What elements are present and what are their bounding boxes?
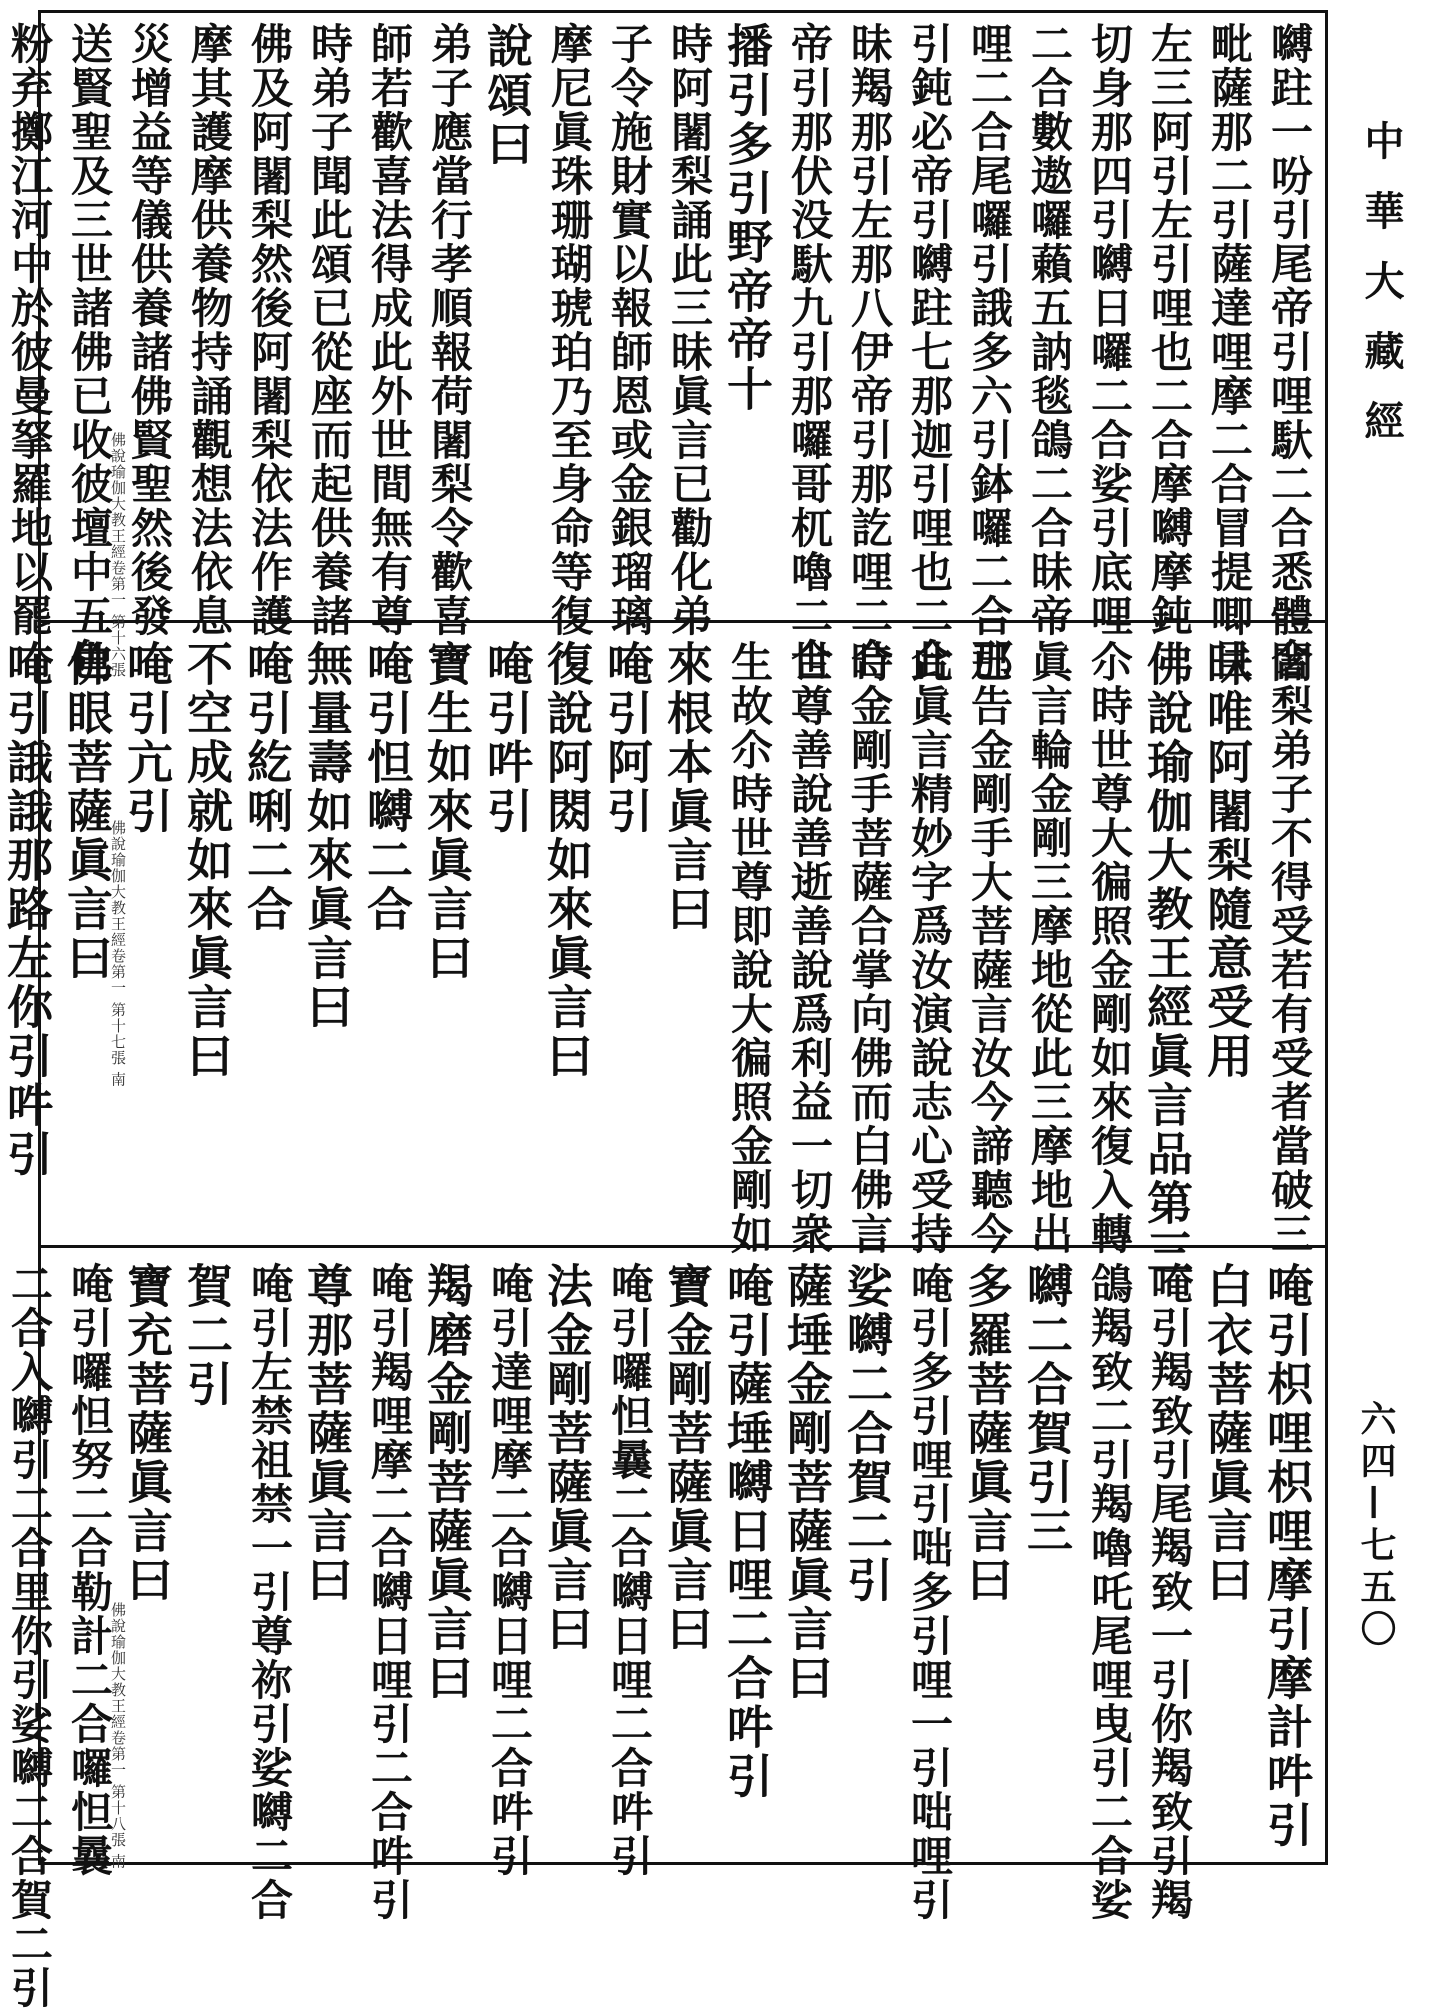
text-column: 生故尒時世尊即說大徧照金剛如: [725, 640, 774, 1256]
text-column: 播引多引野帝帝十: [720, 22, 774, 414]
text-column: 時阿闍梨誦此三昧眞言已勸化弟: [665, 22, 714, 638]
text-column: 摩尼眞珠珊瑚琥珀乃至身命等復: [545, 22, 594, 638]
text-column: 唵引達哩摩二合嚩日哩二合吽引: [485, 1262, 534, 1878]
text-column: 嚩跓一吩引尾帝引哩馱二合悉體合: [1265, 22, 1314, 682]
text-column: 佛說瑜伽大教王經眞言品第三: [1140, 640, 1194, 1277]
text-column: 鴿羯致二引羯嚕吒尾哩曳引二合娑: [1085, 1262, 1134, 1922]
text-column: 昧唯阿闍梨隨意受用: [1200, 640, 1254, 1081]
text-column: 帝引那伏没馱九引那囉哥杌嚕二合: [785, 22, 834, 682]
panel-divider-2: [38, 1245, 1328, 1248]
text-column: 摩其護摩供養物持誦觀想法依息: [185, 22, 234, 638]
text-column: 說頌曰: [480, 22, 534, 169]
text-column: 不空成就如來眞言曰: [180, 640, 234, 1081]
text-column: 賀二引: [180, 1262, 234, 1409]
text-column: 薩埵金剛菩薩眞言曰: [780, 1262, 834, 1703]
text-column: 闍梨弟子不得受若有受者當破三: [1265, 640, 1314, 1256]
text-column: 唵引吽引: [480, 640, 534, 836]
text-column: 二合數遨囉藾五訥毯鴿二合昧帝: [1025, 22, 1074, 638]
column-group: [0, 1262, 1314, 2010]
text-column: 唵引亢引: [120, 640, 174, 836]
collection-title: 中華大藏經: [1358, 120, 1405, 470]
text-column: 切身那四引嚩日囉二合娑引底哩: [1085, 22, 1134, 638]
text-column: 哩二合尾囉引誐多六引鉢囉二合那: [965, 22, 1014, 682]
text-column: 唵引羯哩摩二合嚩日哩引二合吽引: [365, 1262, 414, 1922]
text-column: 引鈍必帝引嚩跓七那迦引哩也二合: [905, 22, 954, 682]
text-column: 寶充菩薩眞言曰: [120, 1262, 174, 1605]
text-column: 嚩二合賀引三: [1020, 1262, 1074, 1556]
text-column: 尊那菩薩眞言曰: [300, 1262, 354, 1605]
text-column: 左三阿引左引哩也二合摩嚩摩鈍: [1145, 22, 1194, 638]
text-column: 唵引囉怛曩二合嚩日哩二合吽引: [605, 1262, 654, 1878]
text-column: 娑嚩二合賀二引: [840, 1262, 894, 1605]
text-column: 此眞言精妙字爲汝演說志心受持: [905, 640, 954, 1256]
text-column: 昧羯那引左那八伊帝引那訖哩二合: [845, 22, 894, 682]
text-column: 佛及阿闍梨然後阿闍梨依法作護: [245, 22, 294, 638]
text-column: 唵引枳哩枳哩摩引摩計吽引: [1260, 1262, 1314, 1850]
text-column: 時弟子聞此頌已從座而起供養諸: [305, 22, 354, 638]
text-column: 弟子應當行孝順報荷闍梨令歡喜: [425, 22, 474, 638]
text-column: 法金剛菩薩眞言曰: [540, 1262, 594, 1654]
text-column: 寶金剛菩薩眞言曰: [660, 1262, 714, 1654]
text-column: 白衣菩薩眞言曰: [1200, 1262, 1254, 1605]
text-column: 送賢聖及三世諸佛已收彼壇中五色: [65, 22, 114, 682]
text-column: 羯磨金剛菩薩眞言曰: [420, 1262, 474, 1703]
text-column: 世尊善說善逝善說爲利益一切衆: [785, 640, 834, 1256]
text-column: 眞言輪金剛三摩地從此三摩地出: [1025, 640, 1074, 1256]
column-group: [0, 22, 1314, 682]
text-column: 唵引左禁祖禁一引尊祢引娑嚩二合: [245, 1262, 294, 1922]
panel-footer: 佛說瑜伽大教王經卷第一 第十七張 南: [109, 820, 127, 1088]
text-column: 佛眼菩薩眞言曰: [60, 640, 114, 983]
text-panel-2: [0, 640, 1314, 1277]
text-panel-1: [5, 22, 1314, 682]
panel-footer: 佛說瑜伽大教王經卷第一 第十六張: [109, 432, 127, 678]
text-column: 師若歡喜法得成此外世間無有尊: [365, 22, 414, 638]
text-column: 唵引囉怛努二合勒計二合囉怛曩: [65, 1262, 114, 1878]
text-column: 尒時世尊大徧照金剛如來復入轉: [1085, 640, 1134, 1256]
text-column: 二合入嚩引二合里你引娑嚩二合賀二引: [5, 1262, 54, 2010]
text-column: 唵引阿引: [600, 640, 654, 836]
text-column: 時金剛手菩薩合掌向佛而白佛言: [845, 640, 894, 1256]
text-column: 唵引紇唎二合: [240, 640, 294, 934]
text-column: 唵引怛嚩二合: [360, 640, 414, 934]
text-column: 唵引誐誐那路左你引吽引: [0, 640, 54, 1179]
text-column: 無量壽如來眞言曰: [300, 640, 354, 1032]
panel-footer: 佛說瑜伽大教王經卷第一 第十八張 南: [109, 1602, 127, 1870]
text-column: 唵引羯致引尾羯致一引你羯致引羯: [1145, 1262, 1194, 1922]
text-column: 子令施財實以報師恩或金銀瑠璃: [605, 22, 654, 638]
column-group: [0, 640, 1314, 1277]
page-number: 六四—七五〇: [1355, 1400, 1397, 1652]
text-column: 復說阿閦如來眞言曰: [540, 640, 594, 1081]
text-column: 毗薩那二引薩達哩摩二合冒提唧旦: [1205, 22, 1254, 682]
text-column: 唵引薩埵嚩日哩二合吽引: [720, 1262, 774, 1801]
text-column: 唵引多引哩引咄多引哩一引咄哩引: [905, 1262, 954, 1922]
text-column: 已告金剛手大菩薩言汝今諦聽今: [965, 640, 1014, 1256]
text-column: 災增益等儀供養諸佛賢聖然後發: [125, 22, 174, 638]
text-column: 粉弃擲江河中於彼曼拏羅地以罷: [5, 22, 54, 638]
text-column: 多羅菩薩眞言曰: [960, 1262, 1014, 1605]
text-panel-3: [5, 1262, 1314, 2010]
text-column: 寶生如來眞言曰: [420, 640, 474, 983]
text-column: 來根本眞言曰: [660, 640, 714, 934]
